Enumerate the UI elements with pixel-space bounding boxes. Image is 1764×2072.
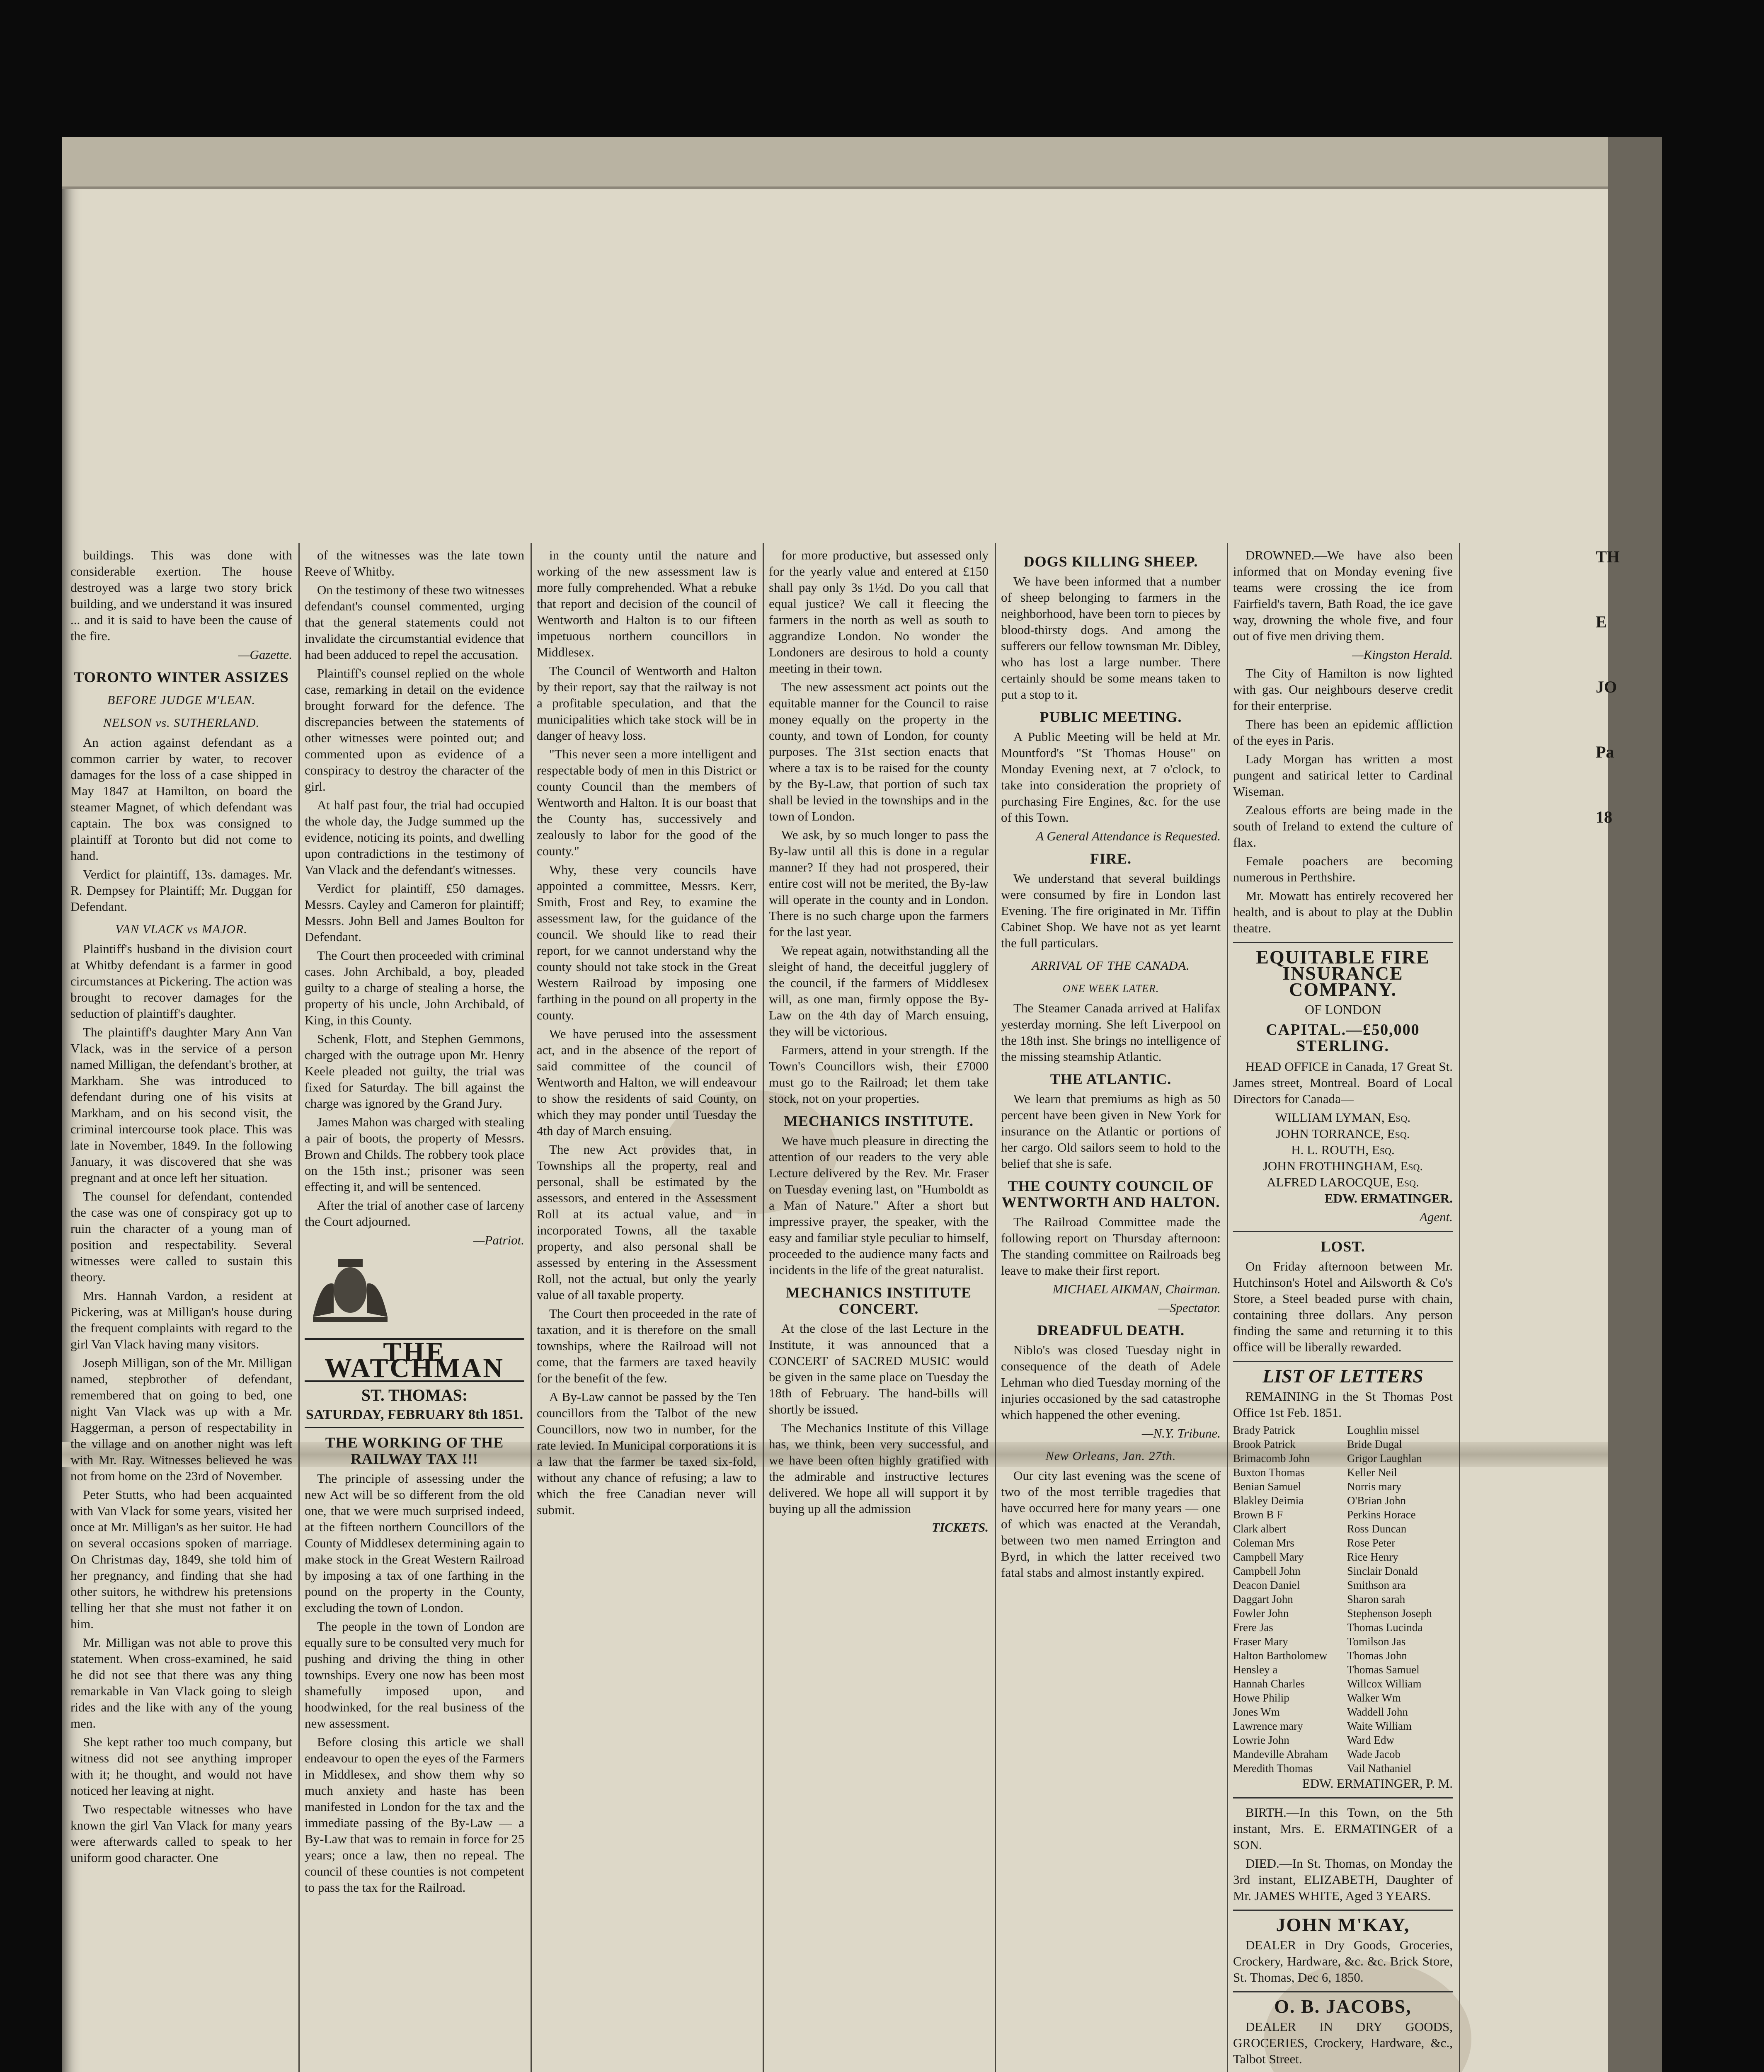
- dateline: New Orleans, Jan. 27th.: [1045, 1449, 1176, 1463]
- article-text: The Railroad Committee made the following report on Thursday afternoon: The standing committee on Railroads beg leave to make their first report.: [1001, 1215, 1221, 1278]
- news-item: Mr. Mowatt has entirely recovered her health, and is about to play at the Dublin theatre.: [1233, 888, 1453, 935]
- article-text: for more productive, but assessed only for the yearly value and entered at £150 shall pay only 3s 1½d. Do you call that equal justice? We call it fleecing the farmers in the north as well as south to aggrandize London. No wonder the Londoners are desirous to hold a county meeting in their town.: [769, 548, 989, 675]
- article-text: On the testimony of these two witnesses defendant's counsel commented, urging that the general statements could not invalidate the circumstantial evidence that had been adduced to repel the accusation.: [305, 583, 524, 662]
- insurance-ad-subtitle: OF LONDON: [1305, 1002, 1381, 1017]
- attendance-note: A General Attendance is Requested.: [1036, 829, 1221, 843]
- strip-text: 18: [1596, 808, 1612, 826]
- letter-recipient: Waite William: [1347, 1720, 1412, 1732]
- divider: [1233, 1361, 1453, 1362]
- column-3: [537, 547, 756, 1520]
- section-heading: MECHANICS INSTITUTE.: [783, 1113, 974, 1129]
- article-text: Before closing this article we shall endeavour to open the eyes of the Farmers in Middlesex, and show them why so much anxiety and haste has been manifested in London for the tax and the immediate passing of the By-Law — a By-Law that was to remain in force for 25 years; once a law, then no repeal. The council of these counties is not competent to pass the tax for the Railroad.: [305, 1735, 524, 1895]
- column-1: [70, 547, 292, 1868]
- article-text: The principle of assessing under the new Act will be so different from the old one, that we were much surprised indeed, at the fifteen northern Councillors of the County of Middlesex determining again to make stock in the Great Western Railroad by imposing a tax of one farthing in the pound on the property in the County, excluding the town of London.: [305, 1471, 524, 1615]
- section-heading: DOGS KILLING SHEEP.: [1023, 553, 1198, 570]
- news-item: Female poachers are becoming numerous in Perthshire.: [1233, 854, 1453, 884]
- letter-recipient: O'Brian John: [1347, 1494, 1406, 1507]
- article-text: After the trial of another case of larceny the Court adjourned.: [305, 1198, 524, 1229]
- article-text: At half past four, the trial had occupied the whole day, the Judge summed up the evidence, noticing its points, and dwelling upon contradictions in the testimony of Van Vlack and the defendant's witnesses.: [305, 798, 524, 877]
- article-text: DROWNED.—We have also been informed that on Monday evening five teams were crossing the ice from Fairfield's tavern, Bath Road, the ice gave way, drowning the whole five, and four out of five men driving them.: [1233, 548, 1453, 643]
- letter-recipient: Brady Patrick: [1233, 1424, 1295, 1436]
- article-text: The Steamer Canada arrived at Halifax yesterday morning. She left Liverpool on the 18th inst. She brings no intelligence of the missing steamship Atlantic.: [1001, 1001, 1221, 1064]
- column-6: [1233, 547, 1453, 2072]
- letter-recipient: Vail Nathaniel: [1347, 1762, 1412, 1774]
- article-text: At the close of the last Lecture in the Institute, it was announced that a CONCERT of SACRED MUSIC would be given in the same place on Tuesday the 18th of February. The hand-bills will shortly be issued.: [769, 1321, 989, 1416]
- column-rule: [298, 543, 300, 2072]
- jacobs-ad-body: DEALER IN DRY GOODS, GROCERIES, Crockery, Hardware, &c., Talbot Street.: [1233, 2019, 1453, 2066]
- article-source: —Patriot.: [473, 1233, 524, 1247]
- letter-recipient: Waddell John: [1347, 1706, 1408, 1718]
- letter-recipient: Meredith Thomas: [1233, 1762, 1313, 1774]
- letter-recipient: Hensley a: [1233, 1663, 1278, 1676]
- letter-recipient: Thomas Lucinda: [1347, 1621, 1423, 1634]
- news-item: There has been an epidemic affliction of the eyes in Paris.: [1233, 717, 1453, 748]
- lost-heading: LOST.: [1321, 1238, 1365, 1255]
- section-heading: THE COUNTY COUNCIL OF WENTWORTH AND HALTON.: [1001, 1178, 1220, 1210]
- death-notice: DIED.—In St. Thomas, on Monday the 3rd instant, ELIZABETH, Daughter of Mr. JAMES WHITE, Aged 3 YEARS.: [1233, 1856, 1453, 1903]
- letter-recipient: Willcox William: [1347, 1677, 1422, 1690]
- article-text: We have been informed that a number of sheep belonging to farmers in the neighborhood, have been torn to pieces by blood-thirsty dogs. And among the sufferers our fellow townsman Mr. Dibley, who has lost a large number. There certainly should be some means taken to put a stop to it.: [1001, 574, 1221, 702]
- article-text: We have much pleasure in directing the attention of our readers to the very able Lecture delivered by the Rev. Mr. Fraser on Tuesday evening last, on "Humboldt as a Man of Nature." After a short but impressive prayer, the speaker, with the easy and familiar style peculiar to himself, proceeded to the audience many facts and incidents in the life of the great naturalist.: [769, 1133, 989, 1277]
- article-source: —Kingston Herald.: [1352, 647, 1453, 662]
- article-text: buildings. This was done with considerable exertion. The house destroyed was a large two story brick building, and we understand it was insured ... and it is said to have been the cause of the fire.: [70, 548, 292, 643]
- article-text: Mrs. Hannah Vardon, a resident at Pickering, was at Milligan's house during the frequent complaints with regard to the girl Van Vlack having many visitors.: [70, 1288, 292, 1351]
- insurance-ad-body: HEAD OFFICE in Canada, 17 Great St. James street, Montreal. Board of Local Directors for Canada—: [1233, 1059, 1453, 1106]
- letter-recipient: Brown B F: [1233, 1508, 1283, 1521]
- director-name: JOHN FROTHINGHAM, Esq.: [1262, 1159, 1423, 1173]
- agent-name: EDW. ERMATINGER.: [1324, 1191, 1453, 1205]
- strip-text: E: [1596, 612, 1607, 631]
- letter-recipient: Benian Samuel: [1233, 1480, 1301, 1493]
- case-heading: VAN VLACK vs MAJOR.: [115, 922, 247, 936]
- director-name: ALFRED LAROCQUE, Esq.: [1267, 1175, 1419, 1189]
- article-text: Verdict for plaintiff, 13s. damages. Mr. R. Dempsey for Plaintiff; Mr. Duggan for Defendant.: [70, 867, 292, 914]
- letter-recipient: Thomas John: [1347, 1649, 1407, 1662]
- editorial-heading: THE WORKING OF THE RAILWAY TAX !!!: [325, 1434, 504, 1467]
- letter-recipient: Walker Wm: [1347, 1692, 1401, 1704]
- letter-recipient: Stephenson Joseph: [1347, 1607, 1432, 1619]
- article-text: Niblo's was closed Tuesday night in consequence of the death of Adele Lehman who died Tuesday morning of the injuries occasioned by the sad catastrophe which happened the other evening.: [1001, 1343, 1221, 1422]
- column-rule: [1459, 543, 1460, 2072]
- masthead-place: ST. THOMAS:: [361, 1386, 468, 1404]
- column-rule: [1227, 543, 1228, 2072]
- insurance-ad-title: EQUITABLE FIRE INSURANCE COMPANY.: [1256, 946, 1430, 1000]
- letter-recipient: Rose Peter: [1347, 1537, 1396, 1549]
- article-text: A By-Law cannot be passed by the Ten councillors from the Talbot of the new Councillors, now two in number, for the rate levied. In Municipal corporations it is a law that the farmer be taxed six-fold, without any chance of refusing; a law to which the free Canadian never will submit.: [537, 1389, 756, 1517]
- article-text: Two respectable witnesses who have known the girl Van Vlack for many years were afterwards called to speak to her uniform good character. One: [70, 1802, 292, 1865]
- article-text: The counsel for defendant, contended the case was one of conspiracy got up to ruin the character of a young man of position and respectability. Several witnesses were called to sustain this theory.: [70, 1189, 292, 1284]
- section-heading: TORONTO WINTER ASSIZES: [74, 669, 289, 685]
- article-text: The Court then proceeded with criminal cases. John Archibald, a boy, pleaded guilty to a charge of stealing a horse, the property of his uncle, John Archibald, of King, in this County.: [305, 948, 524, 1027]
- column-rule: [531, 543, 532, 2072]
- letters-list: [1233, 1423, 1453, 1775]
- letter-recipient: Brimacomb John: [1233, 1452, 1310, 1464]
- letter-recipient: Campbell John: [1233, 1565, 1301, 1577]
- letter-recipient: Bride Dugal: [1347, 1438, 1402, 1450]
- article-text: The Council of Wentworth and Halton by their report, say that the railway is not a profitable speculation, and that the municipalities which take stock will be in danger of heavy loss.: [537, 663, 756, 743]
- mckay-ad-body: DEALER in Dry Goods, Groceries, Crockery, Hardware, &c. &c. Brick Store, St. Thomas, Dec 6, 1850.: [1233, 1938, 1453, 1985]
- section-subheading: ONE WEEK LATER.: [1062, 983, 1159, 995]
- article-text: We ask, by so much longer to pass the By-law until all this is done in a regular manner? If they had not prospered, their entire cost will not be merited, the By-law will operate in the county and in London. There is no such charge upon the farmers for the last year.: [769, 828, 989, 939]
- right-edge-shadow: [1608, 137, 1662, 2072]
- article-source: —Gazette.: [238, 647, 292, 662]
- letter-recipient: Deacon Daniel: [1233, 1579, 1300, 1591]
- strip-text: Pa: [1596, 743, 1614, 761]
- letter-recipient: Fraser Mary: [1233, 1635, 1288, 1648]
- article-text: Schenk, Flott, and Stephen Gemmons, charged with the outrage upon Mr. Henry Keele pleaded not guilty, the trial was fixed for Saturday. The bill against the charge was ignored by the Grand Jury.: [305, 1031, 524, 1111]
- article-text: We have perused into the assessment act, and in the absence of the report of said committee of the council of Wentworth and Halton, we will endeavour to show the residents of said County, on which they may ponder until Tuesday the 4th day of March ensuing.: [537, 1026, 756, 1138]
- section-heading: FIRE.: [1090, 850, 1132, 867]
- jacobs-ad-title: O. B. JACOBS,: [1274, 1996, 1412, 2017]
- torn-top-edge: [62, 137, 1662, 189]
- article-text: Our city last evening was the scene of two of the most terrible tragedies that have occurred here for many years — one of which was enacted at the Verandah, between two men named Errington and Byrd, in which the latter received two fatal stabs and almost instantly expired.: [1001, 1468, 1221, 1580]
- masthead-date: SATURDAY, FEBRUARY 8th 1851.: [305, 1406, 524, 1428]
- article-text: in the county until the nature and working of the new assessment law is more fully comprehended. What a rebuke that report and decision of the council of Wentworth and Halton is to our fifteen impetuous northern councillors in Middlesex.: [537, 548, 756, 659]
- article-text: The new assessment act points out the equitable manner for the Council to raise money equally on the property in the county, and town of London, for county purposes. The 31st section enacts that where a tax is to be raised for the county by the By-Law, that portion of such tax shall be levied in the townships and in the town of London.: [769, 680, 989, 823]
- news-item: The City of Hamilton is now lighted with gas. Our neighbours deserve credit for their enterprise.: [1233, 666, 1453, 713]
- article-text: Verdict for plaintiff, £50 damages. Messrs. Cayley and Cameron for plaintiff; Messrs. John Bell and James Boulton for Defendant.: [305, 881, 524, 944]
- letter-recipient: Howe Philip: [1233, 1692, 1289, 1704]
- section-subheading: BEFORE JUDGE M'LEAN.: [107, 693, 256, 707]
- article-text: "This never seen a more intelligent and respectable body of men in this District or county Council than the members of Wentworth and Halton. It is our boast that the County has, successively and zealously to labor for the good of the county.": [537, 747, 756, 858]
- agent-title: Agent.: [1419, 1210, 1453, 1224]
- birth-notice: BIRTH.—In this Town, on the 5th instant, Mrs. E. ERMATINGER of a SON.: [1233, 1805, 1453, 1852]
- article-signature: MICHAEL AIKMAN, Chairman.: [1052, 1282, 1221, 1296]
- letter-recipient: Ward Edw: [1347, 1734, 1395, 1746]
- letter-recipient: Frere Jas: [1233, 1621, 1273, 1634]
- article-text: We learn that premiums as high as 50 percent have been given in New York for insurance on the Atlantic or portions of her cargo. Old sailors seem to hold to the belief that she is safe.: [1001, 1092, 1221, 1171]
- divider: [1233, 1797, 1453, 1798]
- letter-recipient: Campbell Mary: [1233, 1551, 1304, 1563]
- letter-recipient: Ross Duncan: [1347, 1523, 1407, 1535]
- letter-recipient: Lowrie John: [1233, 1734, 1289, 1746]
- article-text: We understand that several buildings were consumed by fire in London last Evening. The fire originated in Mr. Tiffin Cabinet Shop. We have not as yet learnt the full particulars.: [1001, 871, 1221, 950]
- news-item: Lady Morgan has written a most pungent and satirical letter to Cardinal Wiseman.: [1233, 752, 1453, 799]
- newspaper-page: [62, 137, 1662, 2072]
- article-text: An action against defendant as a common carrier by water, to recover damages for the loss of a case shipped in May 1847 at Hamilton, on board the steamer Magnet, of which defendant was captain. The box was consigned to plaintiff at Toronto but did not come to hand.: [70, 735, 292, 863]
- letter-recipient: Lawrence mary: [1233, 1720, 1303, 1732]
- letter-recipient: Sharon sarah: [1347, 1593, 1405, 1605]
- article-text: Peter Stutts, who had been acquainted with Van Vlack for some years, visited her once at Mr. Milligan's as her suitor. He had on several occasions spoken of marriage. On Christmas day, 1849, she told him of her pregnancy, and finding that she had other suitors, he withdrew his pretensions telling her that she must not father it on him.: [70, 1487, 292, 1631]
- letter-recipient: Rice Henry: [1347, 1551, 1398, 1563]
- article-source: —Spectator.: [1158, 1300, 1221, 1315]
- letter-recipient: Coleman Mrs: [1233, 1537, 1294, 1549]
- article-text: Why, these very councils have appointed a committee, Messrs. Kerr, Smith, Frost and Rey, to examine the assessment law, for the guidance of the council. We should like to read their report, for we cannot understand why the county should not take stock in the Great Western Railroad by imposing one farthing in the pound on all property in the county.: [537, 862, 756, 1022]
- section-heading: ARRIVAL OF THE CANADA.: [1032, 959, 1190, 973]
- article-text: Joseph Milligan, son of the Mr. Milligan named, stepbrother of defendant, remembered that on going to bed, one night Van Vlack was up with a Mr. Haggerman, a person of respectability in the village and on another night was left with Mr. Ray. Witnesses believed he was not from home on the 23rd of November.: [70, 1356, 292, 1483]
- article-text: We repeat again, notwithstanding all the sleight of hand, the deceitful jugglery of the council, if the farmers of Middlesex will, as one man, firmly oppose the By-Law on the 4th day of March ensuing, they will be victorious.: [769, 943, 989, 1038]
- insurance-ad-capital: CAPITAL.—£50,000 STERLING.: [1266, 1021, 1420, 1055]
- letter-recipient: Jones Wm: [1233, 1706, 1280, 1718]
- article-text: James Mahon was charged with stealing a pair of boots, the property of Messrs. Brown and Childs. The robbery took place on the 15th inst.; prisoner was seen effecting it, and will be sentenced.: [305, 1115, 524, 1194]
- letter-recipient: Brook Patrick: [1233, 1438, 1296, 1450]
- royal-arms-icon: [305, 1255, 396, 1325]
- column-2: [305, 547, 524, 1898]
- article-text: The Court then proceeded in the rate of taxation, and it is therefore on the small townships, where the Railroad will not come, that the farmers are taxed heavily for the benefit of the few.: [537, 1306, 756, 1385]
- letter-recipient: Buxton Thomas: [1233, 1466, 1305, 1479]
- letter-recipient: Norris mary: [1347, 1480, 1402, 1493]
- letter-recipient: Hannah Charles: [1233, 1677, 1305, 1690]
- article-text: The new Act provides that, in Townships all the property, real and personal, shall be estimated by the assessors, and entered in the Assessment Roll at its actual value, and in incorporated Towns, all the taxable property, and also personal shall be assessed by entering in the Assessment Roll, not the actual, but only the yearly value of all taxable property.: [537, 1142, 756, 1302]
- letter-recipient: Sinclair Donald: [1347, 1565, 1418, 1577]
- article-text: Plaintiff's husband in the division court at Whitby defendant is a farmer in good circumstances at Pickering. The action was brought to recover damages for the seduction of plaintiff's daughter.: [70, 942, 292, 1021]
- letter-recipient: Blakley Deimia: [1233, 1494, 1304, 1507]
- article-text: of the witnesses was the late town Reeve of Whitby.: [305, 548, 524, 579]
- divider: [1233, 1231, 1453, 1232]
- news-item: Zealous efforts are being made in the south of Ireland to extend the culture of flax.: [1233, 803, 1453, 850]
- letter-recipient: Keller Neil: [1347, 1466, 1397, 1479]
- article-source: —N.Y. Tribune.: [1141, 1426, 1221, 1440]
- column-5: [1001, 547, 1221, 1583]
- letters-subtitle: REMAINING in the St Thomas Post Office 1st Feb. 1851.: [1233, 1389, 1453, 1420]
- article-text: She kept rather too much company, but witness did not see anything improper with it; he thought, and would not have noticed her leaving at night.: [70, 1735, 292, 1798]
- section-heading: PUBLIC MEETING.: [1040, 709, 1182, 725]
- letter-recipient: Clark albert: [1233, 1523, 1287, 1535]
- column-rule: [995, 543, 996, 2072]
- column-4: [769, 547, 989, 1538]
- article-text: The people in the town of London are equally sure to be consulted very much for pushing and driving the thing in other townships. Every one now has been most shamefully imposed upon, and hoodwinked, for the real business of the new assessment.: [305, 1619, 524, 1731]
- letter-recipient: Smithson ara: [1347, 1579, 1406, 1591]
- mckay-ad-title: JOHN M'KAY,: [1276, 1914, 1410, 1935]
- tickets-note: TICKETS.: [932, 1520, 989, 1535]
- letter-recipient: Tomilson Jas: [1347, 1635, 1406, 1648]
- director-list: [1233, 1109, 1453, 1190]
- article-text: The Mechanics Institute of this Village has, we think, been very successful, and we have been often highly gratified with the admirable and instructive lectures delivered. We hope all will support it by buying up all the admission: [769, 1421, 989, 1516]
- article-text: Farmers, attend in your strength. If the Town's Councillors wish, their £7000 must go to the Railroad; let them take stock, not on your properties.: [769, 1043, 989, 1106]
- divider: [1233, 1991, 1453, 1992]
- section-heading: DREADFUL DEATH.: [1037, 1322, 1185, 1339]
- letter-recipient: Halton Bartholomew: [1233, 1649, 1328, 1662]
- lost-notice: On Friday afternoon between Mr. Hutchinson's Hotel and Ailsworth & Co's Store, a Steel beaded purse with chain, containing three dollars. Any person finding the same and returning it to this office will be liberally rewarded.: [1233, 1259, 1453, 1354]
- letter-recipient: Perkins Horace: [1347, 1508, 1416, 1521]
- case-heading: NELSON vs. SUTHERLAND.: [103, 716, 260, 730]
- article-text: The plaintiff's daughter Mary Ann Van Vlack, was in the service of a person named Milligan, the defendant's brother, at Markham. She was introduced to defendant during one of his visits at Markham, and on his second visit, the criminal intercourse took place. This was late in November, 1849. In the following January, it was discovered that she was pregnant and at once left her situation.: [70, 1025, 292, 1185]
- section-heading: MECHANICS INSTITUTE CONCERT.: [785, 1284, 972, 1317]
- director-name: JOHN TORRANCE, Esq.: [1276, 1126, 1410, 1141]
- letter-recipient: Fowler John: [1233, 1607, 1289, 1619]
- column-rule: [763, 543, 764, 2072]
- director-name: H. L. ROUTH, Esq.: [1291, 1143, 1395, 1157]
- letters-title: LIST OF LETTERS: [1262, 1365, 1423, 1387]
- letter-recipient: Mandeville Abraham: [1233, 1748, 1328, 1760]
- masthead-title: THE WATCHMAN: [305, 1338, 524, 1382]
- letter-recipient: Grigor Laughlan: [1347, 1452, 1422, 1464]
- article-text: Mr. Milligan was not able to prove this statement. When cross-examined, he said he did not see that there was any thing remarkable in Van Vlack going to sleigh rides and the like with any of the young men.: [70, 1635, 292, 1731]
- divider: [1233, 942, 1453, 943]
- postmaster-signature: EDW. ERMATINGER, P. M.: [1302, 1776, 1453, 1791]
- strip-text: TH: [1596, 547, 1620, 566]
- director-name: WILLIAM LYMAN, Esq.: [1275, 1110, 1411, 1125]
- letter-recipient: Daggart John: [1233, 1593, 1293, 1605]
- article-text: Plaintiff's counsel replied on the whole case, remarking in detail on the evidence brought forward for the defence. The discrepancies between the statements of other witnesses were pointed out; and commented upon as evidence of a conspiracy to destroy the character of the girl.: [305, 666, 524, 794]
- divider: [1233, 1910, 1453, 1911]
- article-text: A Public Meeting will be held at Mr. Mountford's "St Thomas House" on Monday Evening next, at 7 o'clock, to take into consideration the propriety of purchasing Fire Engines, &c. for the use of this Town.: [1001, 729, 1221, 825]
- section-heading: THE ATLANTIC.: [1050, 1071, 1172, 1087]
- letter-recipient: Loughlin missel: [1347, 1424, 1420, 1436]
- letter-recipient: Thomas Samuel: [1347, 1663, 1420, 1676]
- adjacent-page-strip: [1596, 547, 1654, 872]
- letter-recipient: Wade Jacob: [1347, 1748, 1401, 1760]
- strip-text: JO: [1596, 678, 1617, 696]
